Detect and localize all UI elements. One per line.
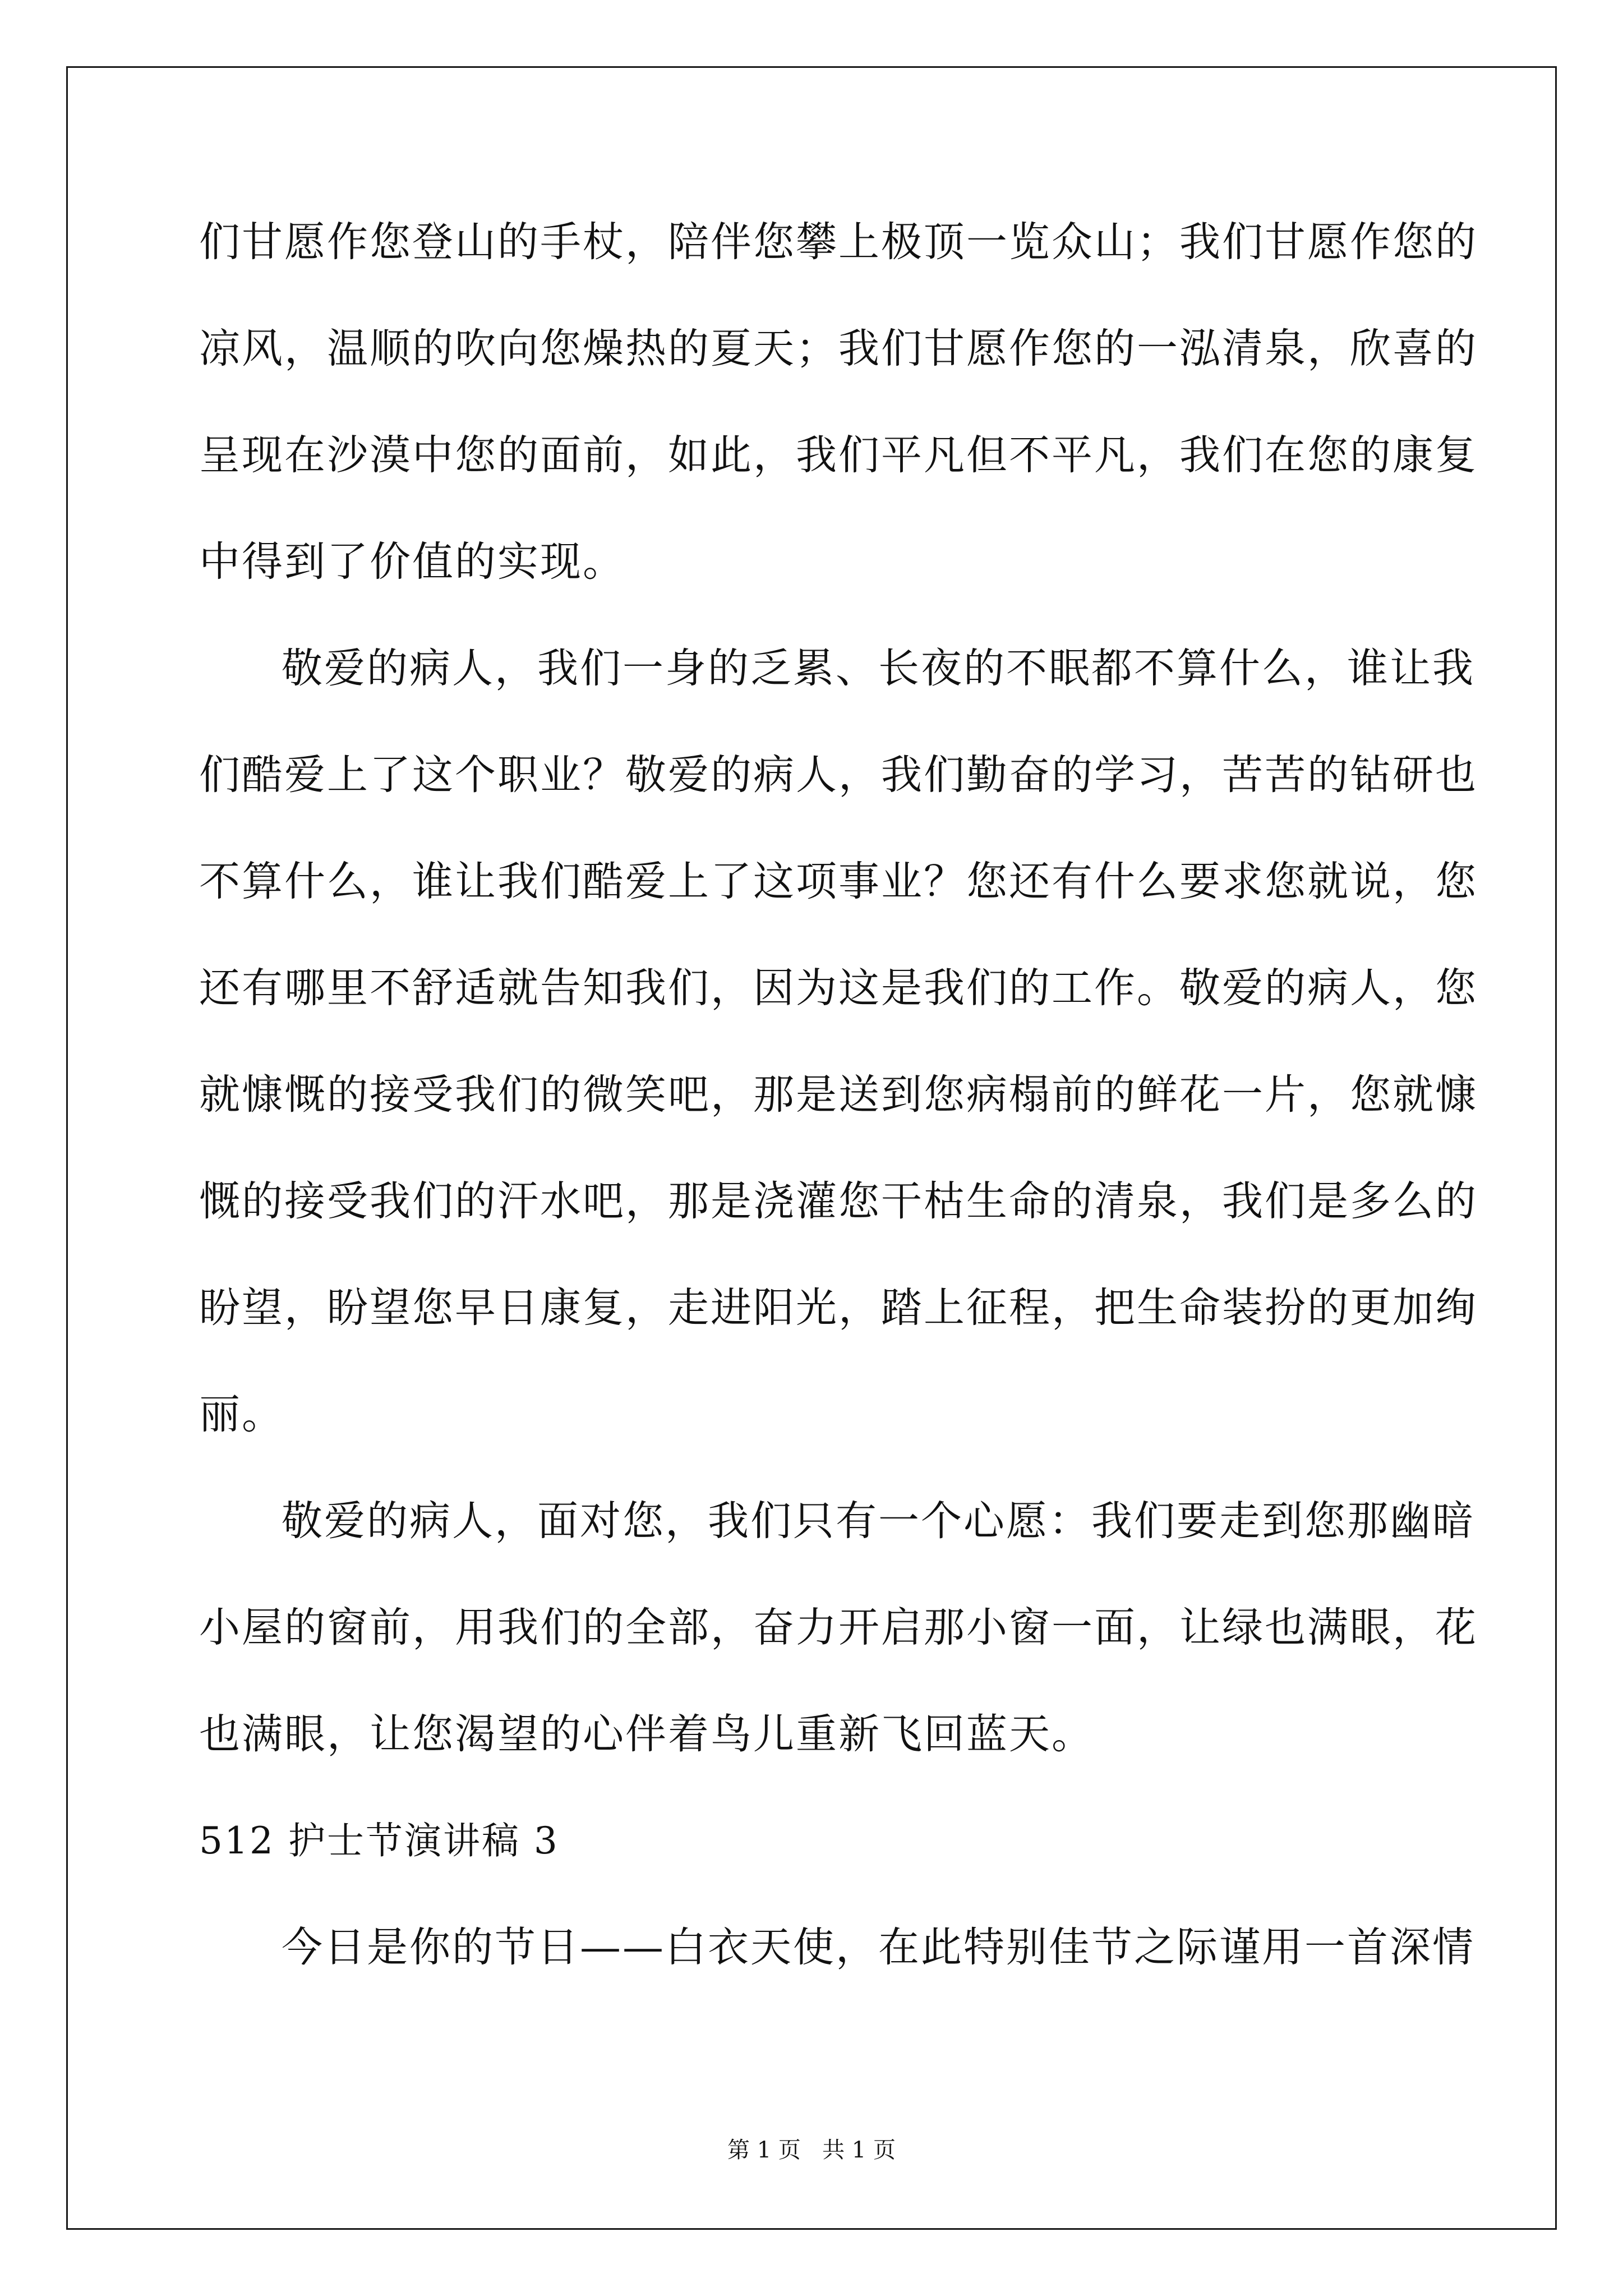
body-line-10: 慨的接受我们的汗水吧，那是浇灌您干枯生命的清泉，我们是多么的	[199, 1177, 1478, 1225]
body-line-16: 今日是你的节日——白衣天使，在此特别佳节之际谨用一首深情	[282, 1924, 1475, 1971]
body-line-7: 不算什么，谁让我们酷爱上了这项事业？您还有什么要求您就说，您	[199, 858, 1478, 905]
body-line-14: 小屋的窗前，用我们的全部，奋力开启那小窗一面，让绿也满眼，花	[199, 1604, 1478, 1651]
body-line-15: 也满眼，让您渴望的心伴着鸟儿重新飞回蓝天。	[199, 1710, 1094, 1758]
body-line-1: 们甘愿作您登山的手杖，陪伴您攀上极顶一览众山；我们甘愿作您的	[199, 218, 1478, 266]
body-line-8: 还有哪里不舒适就告知我们，因为这是我们的工作。敬爱的病人，您	[199, 964, 1478, 1012]
section-heading: 512 护士节演讲稿 3	[199, 1819, 559, 1862]
body-line-12: 丽。	[199, 1391, 284, 1438]
body-line-3: 呈现在沙漠中您的面前，如此，我们平凡但不平凡，我们在您的康复	[199, 431, 1478, 479]
body-line-2: 凉风，温顺的吹向您燥热的夏天；我们甘愿作您的一泓清泉，欣喜的	[199, 325, 1478, 372]
body-line-13: 敬爱的病人，面对您，我们只有一个心愿：我们要走到您那幽暗	[282, 1497, 1475, 1545]
page-border	[66, 66, 1557, 2230]
body-line-4: 中得到了价值的实现。	[199, 538, 625, 586]
body-line-6: 们酷爱上了这个职业？敬爱的病人，我们勤奋的学习，苦苦的钻研也	[199, 751, 1478, 799]
page-footer: 第 1 页 共 1 页	[727, 2137, 896, 2163]
body-line-9: 就慷慨的接受我们的微笑吧，那是送到您病榻前的鲜花一片，您就慷	[199, 1071, 1478, 1119]
body-line-5: 敬爱的病人，我们一身的乏累、长夜的不眠都不算什么，谁让我	[282, 645, 1475, 692]
body-line-11: 盼望，盼望您早日康复，走进阳光，踏上征程，把生命装扮的更加绚	[199, 1284, 1478, 1332]
